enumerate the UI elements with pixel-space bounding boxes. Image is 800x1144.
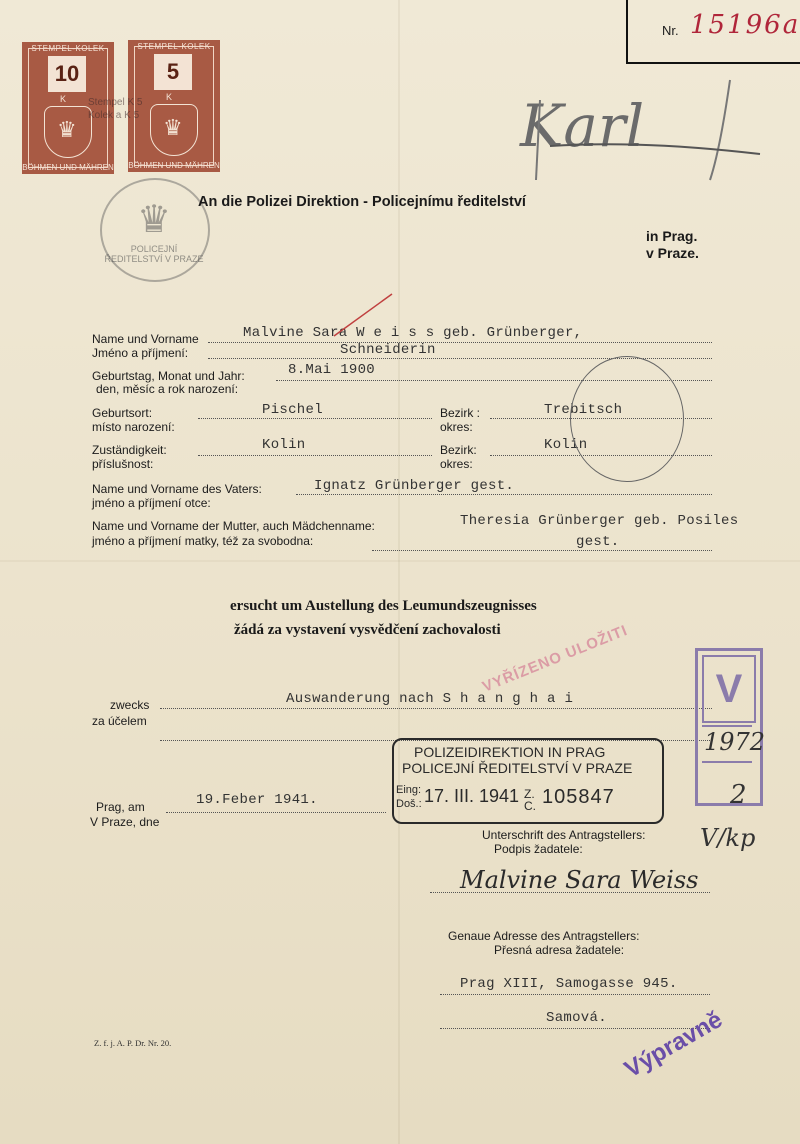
city-cz: v Praze. [646,245,699,261]
stamp-value: 5 [154,54,192,90]
place-de: Prag, am [96,800,145,814]
purpose-value: Auswanderung nach S h a n g h a i [286,691,574,707]
request-cz: žádá za vystavení vysvědčení zachovalosti [234,622,501,638]
seal-text: POLICEJNÍ ŘEDITELSTVÍ V PRAZE [104,244,204,264]
address-value: Prag XIII, Samogasse 945. [460,976,678,992]
police-seal [100,178,210,282]
name-value: Malvine Sara W e i s s geb. Grünberger, [243,325,583,341]
district-value: Trebitsch [544,402,623,418]
police-stamp-eing: Eing: [396,784,422,796]
police-stamp-number: 105847 [542,786,615,808]
vypravne-stamp: Výpravně [620,1005,728,1084]
number-label: Nr. [662,23,679,38]
name-label-de: Name und Vorname [92,332,199,346]
district2-label-cz: okres: [440,457,473,471]
handwritten-name: Karl [520,92,645,160]
police-stamp-dos: Doš.: [396,798,422,810]
red-check-mark [330,290,400,340]
stamp-top-text: STEMPEL-KOLEK [137,42,211,51]
father-label-de: Name und Vorname des Vaters: [92,482,262,496]
mother-value: Theresia Grünberger geb. Posiles [460,513,739,529]
police-stamp-zc: Z. C. [524,787,536,813]
domicile-value: Kolin [262,437,306,453]
birthplace-label-cz: místo narození: [92,420,175,434]
form-code: Z. f. j. A. P. Dr. Nr. 20. [94,1038,172,1048]
number-value: 15196a [690,10,800,40]
date-value: 19.Feber 1941. [196,792,318,808]
purpose-label-de: zwecks [110,698,150,712]
father-label-cz: jméno a příjmení otce: [92,496,211,510]
stamp-bottom-text: BÖHMEN UND MÄHREN [22,163,114,172]
stamp-top-text: STEMPEL-KOLEK [31,44,105,53]
district2-value: Kolin [544,437,588,453]
police-direction-stamp [392,738,664,824]
domicile-label-cz: příslušnost: [92,457,154,471]
father-value: Ignatz Grünberger gest. [314,478,515,494]
birthplace-value: Pischel [262,402,323,418]
handwriting-strokes [520,70,770,190]
police-stamp-line2: POLICEJNÍ ŘEDITELSTVÍ V PRAZE [402,760,633,776]
paper-fold-horizontal [0,560,800,562]
vbox-sub: 2 [730,780,747,810]
mother-label-de: Name und Vorname der Mutter, auch Mädchenname: [92,519,375,533]
faded-stamp: VYŘÍZENO ULOŽITI [480,621,631,696]
signature-label-cz: Podpis žadatele: [494,842,583,856]
district2-label-de: Bezirk: [440,443,477,457]
paper-fold-vertical [398,0,400,1144]
signature-label-de: Unterschrift des Antragstellers: [482,828,646,842]
vbox-mark: V/kp [700,824,756,852]
birth-label-de: Geburtstag, Monat und Jahr: [92,369,245,383]
police-stamp-line1: POLIZEIDIREKTION IN PRAG [414,744,606,760]
address-value-2: Samová. [546,1010,607,1026]
stamp-bottom-text: BÖHMEN UND MÄHREN [128,161,220,170]
lion-seal-icon: ♛ [136,199,172,241]
district-label-cz: okres: [440,420,473,434]
request-de: ersucht um Austellung des Leumundszeugnisses [230,598,537,614]
addressee: An die Polizei Direktion - Policejnímu ředitelství [198,194,526,210]
purpose-label-cz: za účelem [92,714,147,728]
address-label-cz: Přesná adresa žadatele: [494,943,625,957]
stamp-value: 10 [48,56,86,92]
birth-label-cz: den, měsíc a rok narození: [96,382,239,396]
domicile-label-de: Zuständigkeit: [92,443,167,457]
vbox-number: 1972 [704,728,766,756]
stamp-overprint: Stempel K 5 Kolek a K 5 [88,97,143,121]
city-de: in Prag. [646,228,698,244]
place-cz: V Praze, dne [90,815,160,829]
police-stamp-date: 17. III. 1941 [424,786,520,806]
birth-value: 8.Mai 1900 [288,362,376,378]
stamp-unit: K [166,92,173,102]
address-label-de: Genaue Adresse des Antragstellers: [448,929,640,943]
occupation-value: Schneiderin [340,342,436,358]
name-label-cz: Jméno a příjmení: [92,346,189,360]
birthplace-label-de: Geburtsort: [92,406,153,420]
stamp-unit: K [60,94,67,104]
applicant-signature: Malvine Sara Weiss [460,866,699,894]
district-label-de: Bezirk : [440,406,481,420]
mother-value-2: gest. [576,534,620,550]
number-box [626,0,800,64]
v-letter: V [702,655,756,723]
lion-emblem-icon [44,106,92,158]
pencil-circle [570,356,684,482]
v-classification-stamp [695,648,766,806]
mother-label-cz: jméno a příjmení matky, též za svobodna: [92,534,314,548]
